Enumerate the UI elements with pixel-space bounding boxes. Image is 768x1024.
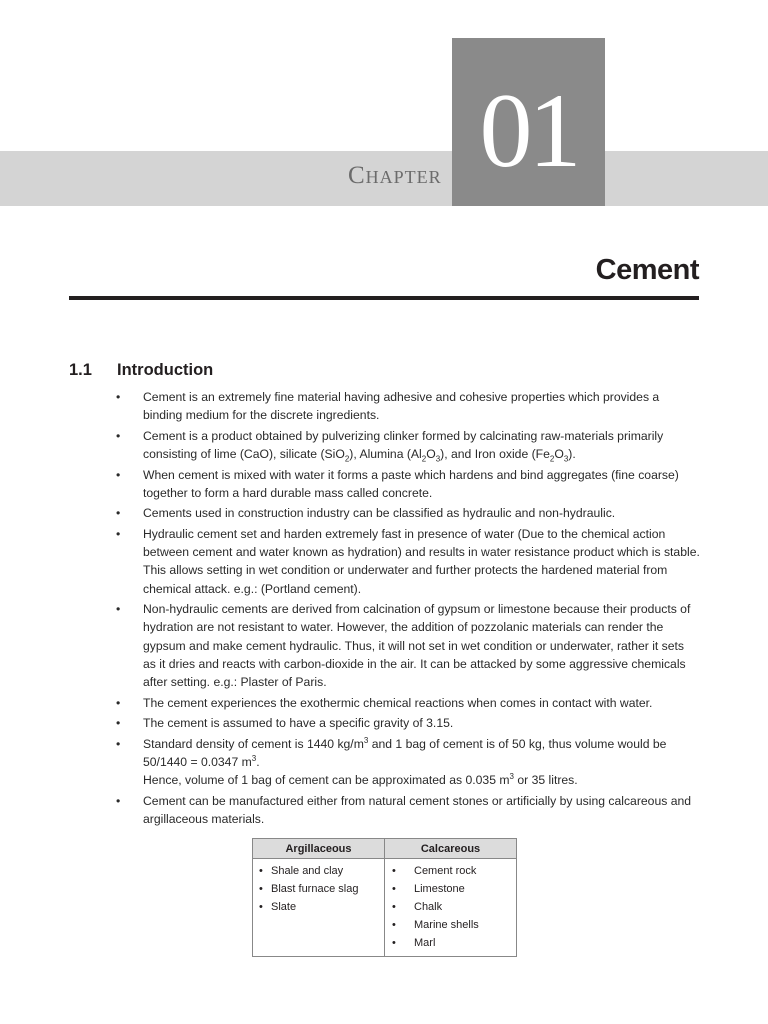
chapter-number: 01 (479, 72, 578, 189)
bullet-list (116, 388, 700, 831)
bullet-icon: • (392, 865, 396, 877)
section-number: 1.1 (69, 361, 92, 379)
list-item: • The cement is assumed to have a specific gravity of 3.15. (116, 714, 700, 732)
list-item: • Slate (253, 898, 384, 916)
bullet-icon: • (259, 883, 263, 895)
bullet-icon: • (116, 736, 121, 751)
bullet-icon: • (116, 390, 121, 404)
page-title: Cement (595, 254, 699, 286)
list-item: • Chalk (385, 898, 516, 916)
bullet-icon: • (392, 919, 396, 931)
bullet-icon: • (116, 428, 121, 443)
list-item: • Limestone (385, 880, 516, 898)
title-rule (69, 296, 699, 300)
bullet-icon: • (116, 793, 121, 808)
list-item: • Marine shells (385, 916, 516, 934)
list-item: • Non-hydraulic cements are derived from calcination of gypsum or limestone because their products of hydration are not resistant to water. However, the addition of pozzolanic materials can render the gypsum and make cement hydraulic. Thus, it will not set in wet condition or underwater, rather it sets as it dries and reacts with carbon-dioxide in the air. It can be attacked by some aggressive chemicals after setting. e.g.: Plaster of Paris. (116, 602, 691, 689)
section-heading (69, 361, 213, 380)
list-item: • Cement is a product obtained by pulverizing clinker formed by calcinating raw-materials primarily consisting of lime (CaO), silicate (SiO$_2$), Alumina $(Al_2O_3)$, and Iron oxide $(Fe_2O_3)$. (116, 428, 664, 464)
bullet-icon: • (392, 901, 396, 913)
list-item-continuation: Hence, volume of 1 bag of cement can be approximated as 0.035 $m^3$ or 35 litres. (143, 772, 578, 788)
bullet-icon: • (392, 883, 396, 895)
list-item: • Standard density of cement is 1440 $kg/m^3$ and 1 bag of cement is of 50 kg, thus volume would be 50/1440 = 0.0347 $m^3$. Hence, volume of 1 bag of cement can be approximated as 0.035 $m^3$ or 35 litres. (116, 735, 700, 790)
bullet-icon: • (116, 506, 121, 521)
bullet-icon: • (116, 467, 121, 482)
bullet-icon: • (392, 937, 396, 949)
bullet-icon: • (116, 602, 121, 617)
chapter-label: Chapter (348, 162, 442, 189)
list-item: • Hydraulic cement set and harden extremely fast in presence of water (Due to the chemical action between cement and water known as hydration) and results in water resistance product which is stable. This allows setting in wet condition or underwater and further protects the hardened material from chemical attack. e.g.: (Portland cement). (116, 526, 700, 596)
table-header-calcareous: Calcareous (385, 839, 517, 859)
bullet-icon: • (116, 695, 121, 710)
bullet-icon: • (259, 865, 263, 877)
bullet-icon: • (259, 901, 263, 913)
list-item: • Cement can be manufactured either from natural cement stones or artificially by using calcareous and argillaceous materials. (116, 793, 692, 826)
list-item: • When cement is mixed with water it forms a paste which hardens and bind aggregates (fine coarse) together to form a hard durable mass called concrete. (116, 467, 679, 500)
list-item: • Cements used in construction industry can be classified as hydraulic and non-hydraulic. (116, 504, 700, 522)
raw-materials-table (252, 838, 517, 957)
bullet-icon: • (116, 526, 121, 541)
argillaceous-cell (253, 859, 385, 957)
list-item: • Cement is an extremely fine material having adhesive and cohesive properties which provides a binding medium for the discrete ingredients. (116, 390, 660, 423)
list-item: • The cement experiences the exothermic chemical reactions when comes in contact with water. (116, 694, 700, 712)
bullet-icon: • (116, 716, 121, 731)
list-item: • Blast furnace slag (253, 880, 384, 898)
list-item: • Cement rock (385, 862, 516, 880)
chapter-number-box (452, 38, 605, 206)
calcareous-cell (385, 859, 517, 957)
table-header-argillaceous: Argillaceous (253, 839, 385, 859)
list-item: • Shale and clay (253, 862, 384, 880)
list-item: • Marl (385, 934, 516, 952)
section-title: Introduction (117, 361, 214, 379)
